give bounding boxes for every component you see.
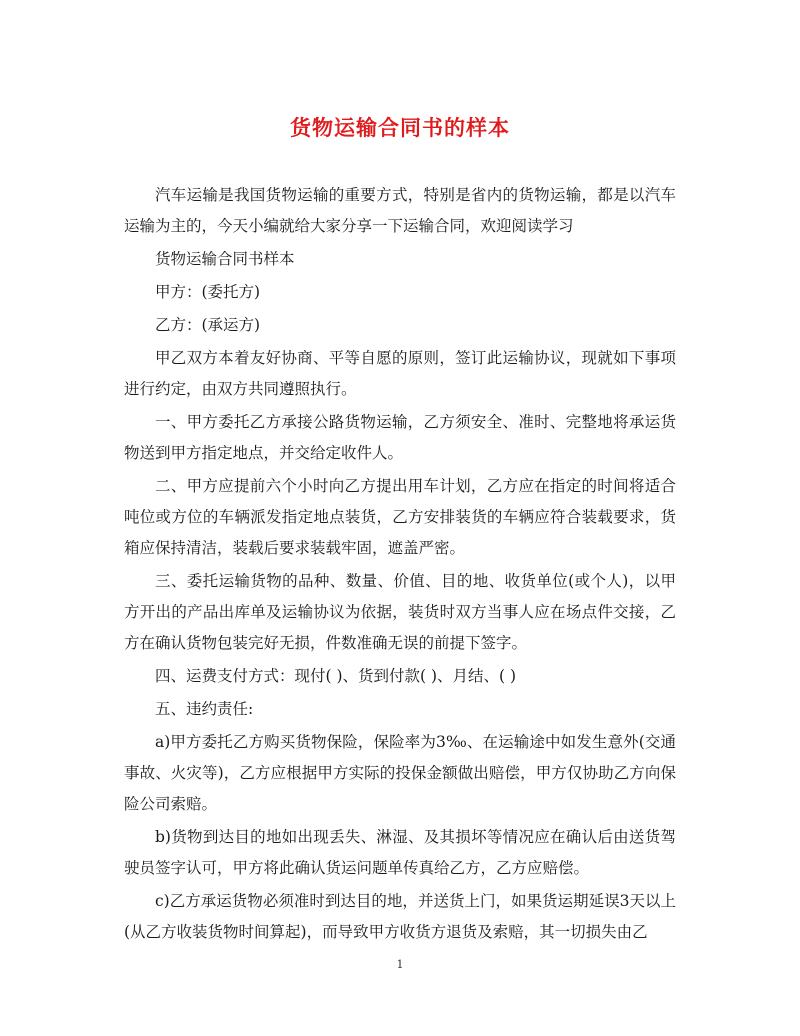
paragraph-clause-5c: c)乙方承运货物必须准时到达目的地，并送货上门，如果货运期延误3天以上(从乙方收装货物时间算起)，而导致甲方收货方退货及索赔，其一切损失由乙 <box>124 892 676 941</box>
document-title: 货物运输合同书的样本 <box>290 115 510 140</box>
paragraph-party-b: 乙方：(承运方) <box>155 316 261 334</box>
page-number: 1 <box>396 958 404 971</box>
paragraph-clause-2: 二、甲方应提前六个小时向乙方提出用车计划，乙方应在指定的时间将适合吨位或方位的车辆派发指定地点装货，乙方安排装货的车辆应符合装载要求，货箱应保持清洁，装载后要求装载牢固，遮盖严密。 <box>124 477 676 557</box>
paragraph-party-a: 甲方：(委托方) <box>155 283 261 301</box>
paragraph-clause-5: 五、违约责任: <box>155 700 254 718</box>
paragraph-clause-5b: b)货物到达目的地如出现丢失、淋湿、及其损坏等情况应在确认后由送货驾驶员签字认可，甲方将此确认货运问题单传真给乙方，乙方应赔偿。 <box>124 828 676 877</box>
paragraph-subtitle: 货物运输合同书样本 <box>155 250 295 268</box>
paragraph-intro: 汽车运输是我国货物运输的重要方式，特别是省内的货物运输，都是以汽车运输为主的，今天小编就给大家分享一下运输合同，欢迎阅读学习 <box>124 186 676 235</box>
paragraph-clause-4: 四、运费支付方式：现付( )、货到付款( )、月结、( ) <box>155 667 517 685</box>
document-body <box>124 180 676 950</box>
paragraph-clause-1: 一、甲方委托乙方承接公路货物运输，乙方须安全、准时、完整地将承运货物送到甲方指定地点，并交给定收件人。 <box>124 413 676 462</box>
paragraph-clause-3: 三、委托运输货物的品种、数量、价值、目的地、收货单位(或个人)，以甲方开出的产品出库单及运输协议为依据，装货时双方当事人应在场点件交接，乙方在确认货物包装完好无损，件数准确无误的前提下签字。 <box>124 572 676 652</box>
paragraph-clause-5a: a)甲方委托乙方购买货物保险，保险率为3‰、在运输途中如发生意外(交通事故、火灾等)，乙方应根据甲方实际的投保金额做出赔偿，甲方仅协助乙方向保险公司索赔。 <box>124 733 676 813</box>
paragraph-preamble: 甲乙双方本着友好协商、平等自愿的原则，签订此运输协议，现就如下事项进行约定，由双方共同遵照执行。 <box>124 349 676 398</box>
